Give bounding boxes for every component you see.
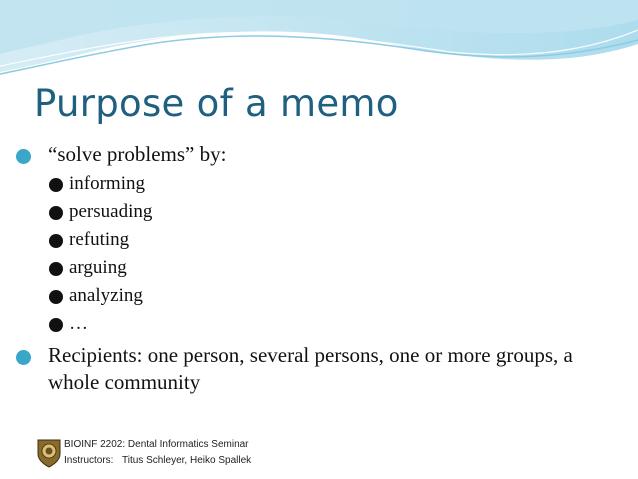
bullet-text: Recipients: one person, several persons, one or more groups, a whole community xyxy=(48,343,573,394)
header-wave-decoration xyxy=(0,0,638,80)
sub-bullet-text: arguing xyxy=(69,257,127,278)
bullet-icon xyxy=(16,149,31,164)
sub-bullet-text: persuading xyxy=(69,201,153,222)
sub-bullet-item xyxy=(14,226,624,254)
bullet-item xyxy=(14,141,624,168)
sub-bullet-icon xyxy=(49,234,63,248)
sub-bullet-item xyxy=(14,198,624,226)
sub-bullet-item xyxy=(14,310,624,338)
sub-bullet-text: … xyxy=(69,313,88,334)
sub-bullet-icon xyxy=(49,262,63,276)
bullet-text: “solve problems” by: xyxy=(48,142,227,166)
sub-bullet-text: informing xyxy=(69,173,145,194)
university-seal-icon xyxy=(36,438,62,468)
sub-bullet-text: analyzing xyxy=(69,285,143,306)
sub-bullet-item xyxy=(14,254,624,282)
sub-bullet-item xyxy=(14,282,624,310)
bullet-icon xyxy=(16,350,31,365)
instructors-names: Titus Schleyer, Heiko Spallek xyxy=(122,455,252,466)
bullet-item xyxy=(14,342,624,396)
sub-bullet-item xyxy=(14,170,624,198)
sub-bullet-icon xyxy=(49,206,63,220)
instructors-label: Instructors: xyxy=(64,455,114,466)
sub-bullet-icon xyxy=(49,178,63,192)
slide-title: Purpose of a memo xyxy=(34,82,399,125)
sub-bullet-icon xyxy=(49,318,63,332)
sub-bullet-icon xyxy=(49,290,63,304)
bullet-list xyxy=(14,141,624,398)
sub-bullet-text: refuting xyxy=(69,229,130,250)
course-name: BIOINF 2202: Dental Informatics Seminar xyxy=(64,439,249,450)
instructors-line xyxy=(64,455,251,466)
